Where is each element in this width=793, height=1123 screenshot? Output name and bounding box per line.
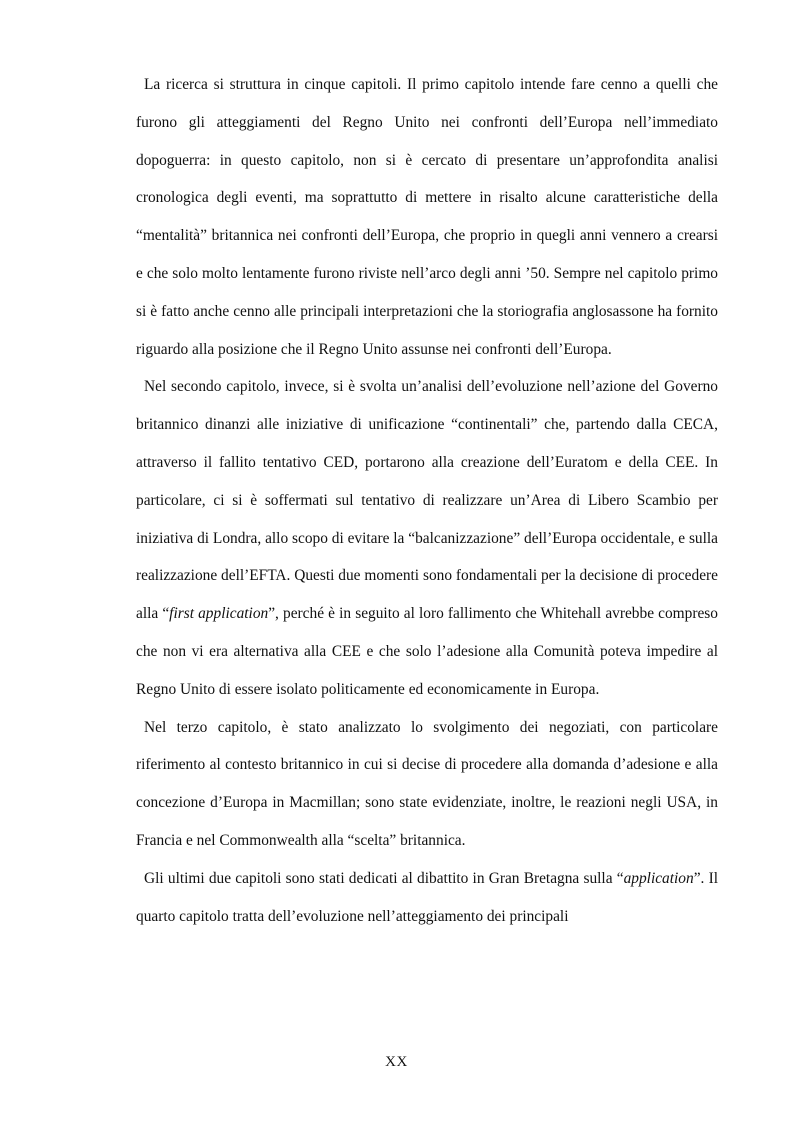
paragraph-2-text-a: Nel secondo capitolo, invece, si è svolta un’analisi dell’evoluzione nell’azione del Governo britannico dinanzi alle iniziative di unificazione “continentali” che, partendo dalla CECA, attraverso il fallito tentativo CED, portarono alla creazione dell’Euratom e della CEE. In particolare, ci si è soffermati sul tentativo di realizzare un’Area di Libero Scambio per iniziativa di Londra, allo scopo di evitare la “balcanizzazione” dell’Europa occidentale, e sulla realizzazione dell’EFTA. Questi due momenti sono fondamentali per la decisione di procedere alla “: [136, 378, 719, 623]
page-number: XX: [385, 1054, 408, 1070]
paragraph-4-italic-term: application: [623, 869, 694, 887]
paragraph-1: [136, 66, 718, 368]
paragraph-3: [136, 709, 718, 860]
paragraph-2-italic-term: first application: [169, 605, 269, 623]
paragraph-4-text-b: ”. Il quarto capitolo tratta dell’evoluzione nell’atteggiamento dei principali: [136, 869, 718, 925]
paragraph-2-text-b: ”, perché è in seguito al loro fallimento che Whitehall avrebbe compreso che non vi era alternativa alla CEE e che solo l’adesione alla Comunità poteva impedire al Regno Unito di essere isolato politicamente ed economicamente in Europa.: [136, 605, 718, 698]
paragraph-3-text: Nel terzo capitolo, è stato analizzato lo svolgimento dei negoziati, con particolare riferimento al contesto britannico in cui si decise di procedere alla domanda d’adesione e alla concezione d’Europa in Macmillan; sono state evidenziate, inoltre, le reazioni negli USA, in Francia e nel Commonwealth alla “scelta” britannica.: [136, 718, 718, 849]
paragraph-1-text: La ricerca si struttura in cinque capitoli. Il primo capitolo intende fare cenno a quelli che furono gli atteggiamenti del Regno Unito nei confronti dell’Europa nell’immediato dopoguerra: in questo capitolo, non si è cercato di presentare un’approfondita analisi cronologica degli eventi, ma soprattutto di mettere in risalto alcune caratteristiche della “mentalità” britannica nei confronti dell’Europa, che proprio in quegli anni vennero a crearsi e che solo molto lentamente furono riviste nell’arco degli anni ’50. Sempre nel capitolo primo si è fatto anche cenno alle principali interpretazioni che la storiografia anglosassone ha fornito riguardo alla posizione che il Regno Unito assunse nei confronti dell’Europa.: [136, 76, 718, 358]
paragraph-4-text-a: Gli ultimi due capitoli sono stati dedicati al dibattito in Gran Bretagna sulla “: [144, 869, 624, 887]
page-body: [136, 66, 718, 935]
paragraph-2: [136, 368, 718, 708]
paragraph-4: [136, 860, 718, 936]
